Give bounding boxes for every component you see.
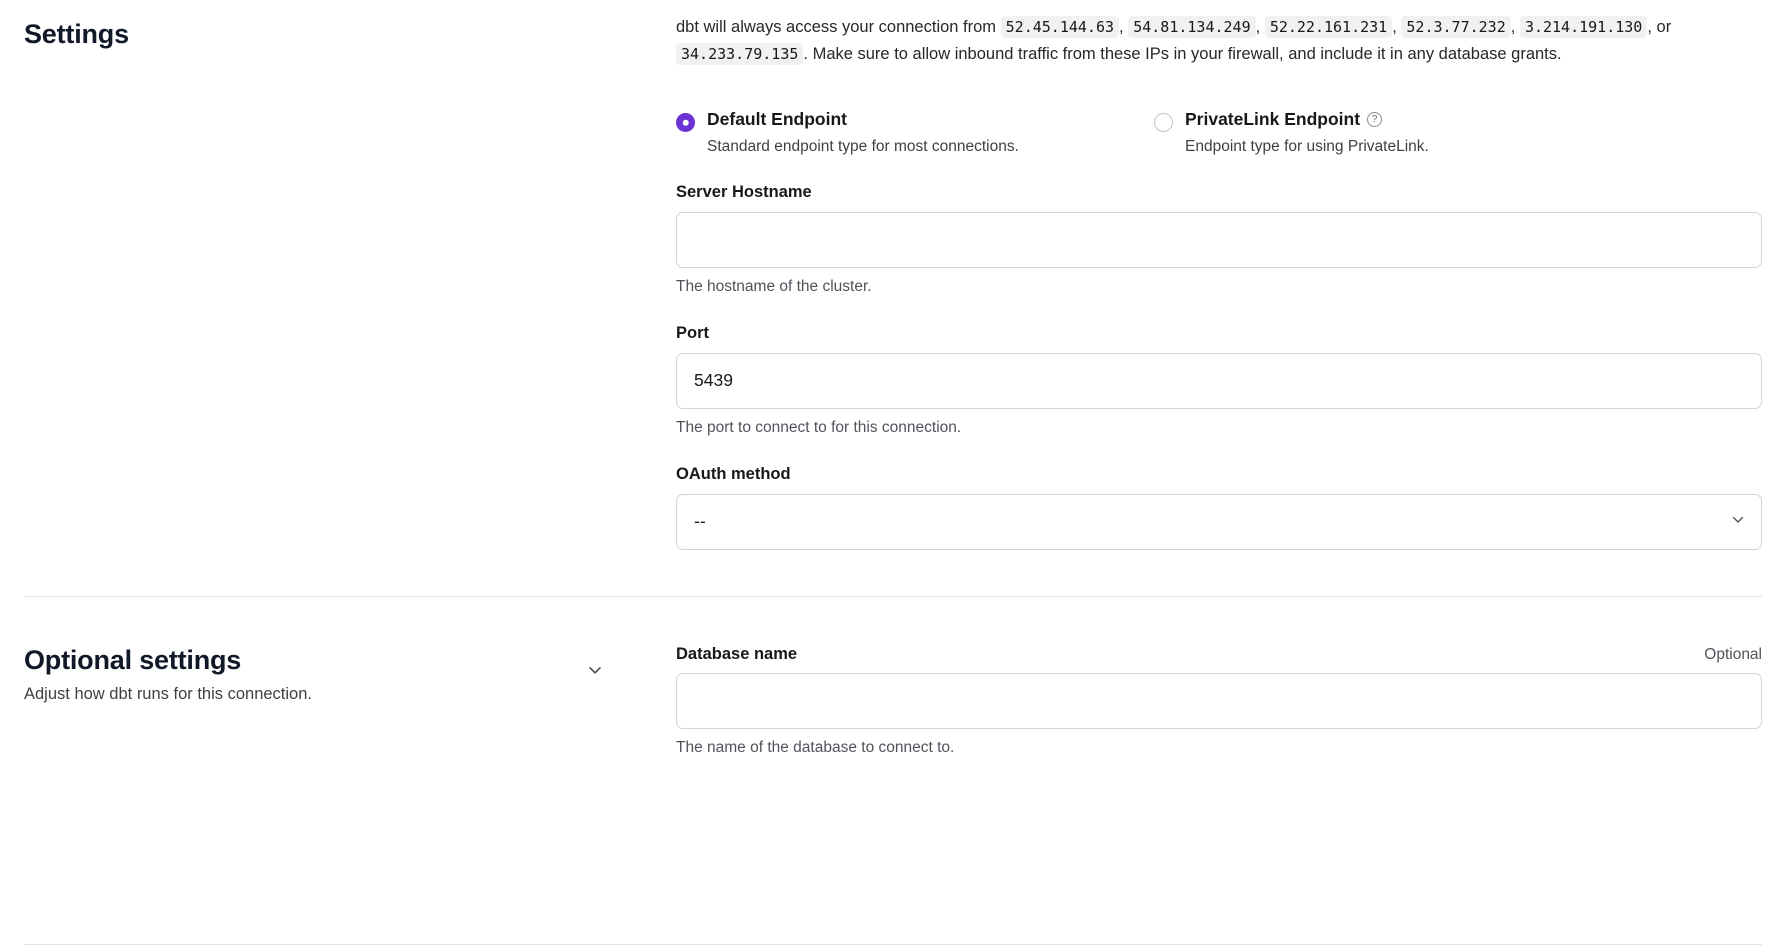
radio-option-default-endpoint[interactable] [676, 109, 1154, 157]
oauth-method-select-wrapper[interactable] [676, 494, 1762, 550]
field-oauth-method [676, 465, 1762, 550]
ip-sep-3: , [1392, 18, 1397, 36]
ip-sep-4: , [1510, 18, 1516, 36]
optional-settings-chevron-down-icon[interactable] [586, 661, 604, 684]
settings-section-header [24, 0, 676, 50]
port-input[interactable] [676, 353, 1762, 409]
ip-chip-5: 3.214.191.130 [1520, 16, 1647, 38]
database-name-input[interactable] [676, 673, 1762, 729]
optional-settings-header[interactable] [24, 645, 676, 705]
ip-note-lead: dbt will always access your connection from [676, 18, 997, 36]
ip-chip-3: 52.22.161.231 [1265, 16, 1392, 38]
radio-privatelink-endpoint-desc: Endpoint type for using PrivateLink. [1185, 138, 1429, 156]
radio-default-endpoint-desc: Standard endpoint type for most connections. [707, 138, 1019, 156]
oauth-method-select[interactable]: -- [676, 494, 1762, 550]
ip-allowlist-note [676, 14, 1751, 67]
field-server-hostname [676, 183, 1762, 298]
ip-chip-6: 34.233.79.135 [676, 43, 803, 65]
database-name-optional-tag: Optional [1704, 645, 1762, 663]
ip-chip-4: 52.3.77.232 [1401, 16, 1510, 38]
ip-or-word: , or [1647, 18, 1672, 36]
ip-chip-1: 52.45.144.63 [1001, 16, 1119, 38]
field-port [676, 324, 1762, 439]
port-hint: The port to connect to for this connection. [676, 418, 962, 436]
settings-section-body [676, 0, 1762, 550]
help-circle-icon[interactable]: ? [1367, 112, 1382, 127]
optional-settings-title: Optional settings [24, 644, 242, 675]
ip-note-tail: . Make sure to allow inbound traffic from these IPs in your firewall, and include it in any database grants. [803, 44, 1562, 63]
radio-privatelink-endpoint-icon[interactable] [1154, 113, 1173, 132]
bottom-divider [24, 944, 1762, 945]
server-hostname-label: Server Hostname [676, 183, 812, 202]
field-database-name [676, 645, 1762, 760]
radio-option-privatelink-endpoint[interactable] [1154, 109, 1632, 157]
ip-sep-2: , [1255, 18, 1261, 36]
radio-privatelink-endpoint-label: PrivateLink Endpoint [1185, 109, 1361, 130]
radio-default-endpoint-label: Default Endpoint [707, 109, 847, 130]
section-divider [24, 596, 1762, 597]
server-hostname-input[interactable] [676, 212, 1762, 268]
database-name-hint: The name of the database to connect to. [676, 739, 955, 757]
database-name-label: Database name [676, 644, 798, 663]
endpoint-type-radio-group [676, 109, 1762, 157]
optional-settings-section [0, 645, 1786, 760]
server-hostname-hint: The hostname of the cluster. [676, 278, 872, 296]
radio-default-endpoint-icon[interactable] [676, 113, 695, 132]
ip-sep-1: , [1119, 18, 1124, 36]
page-title: Settings [24, 19, 129, 49]
port-label: Port [676, 324, 709, 343]
optional-settings-subtitle: Adjust how dbt runs for this connection. [24, 684, 312, 703]
ip-chip-2: 54.81.134.249 [1128, 16, 1255, 38]
optional-settings-body [676, 645, 1762, 760]
oauth-method-label: OAuth method [676, 464, 791, 483]
